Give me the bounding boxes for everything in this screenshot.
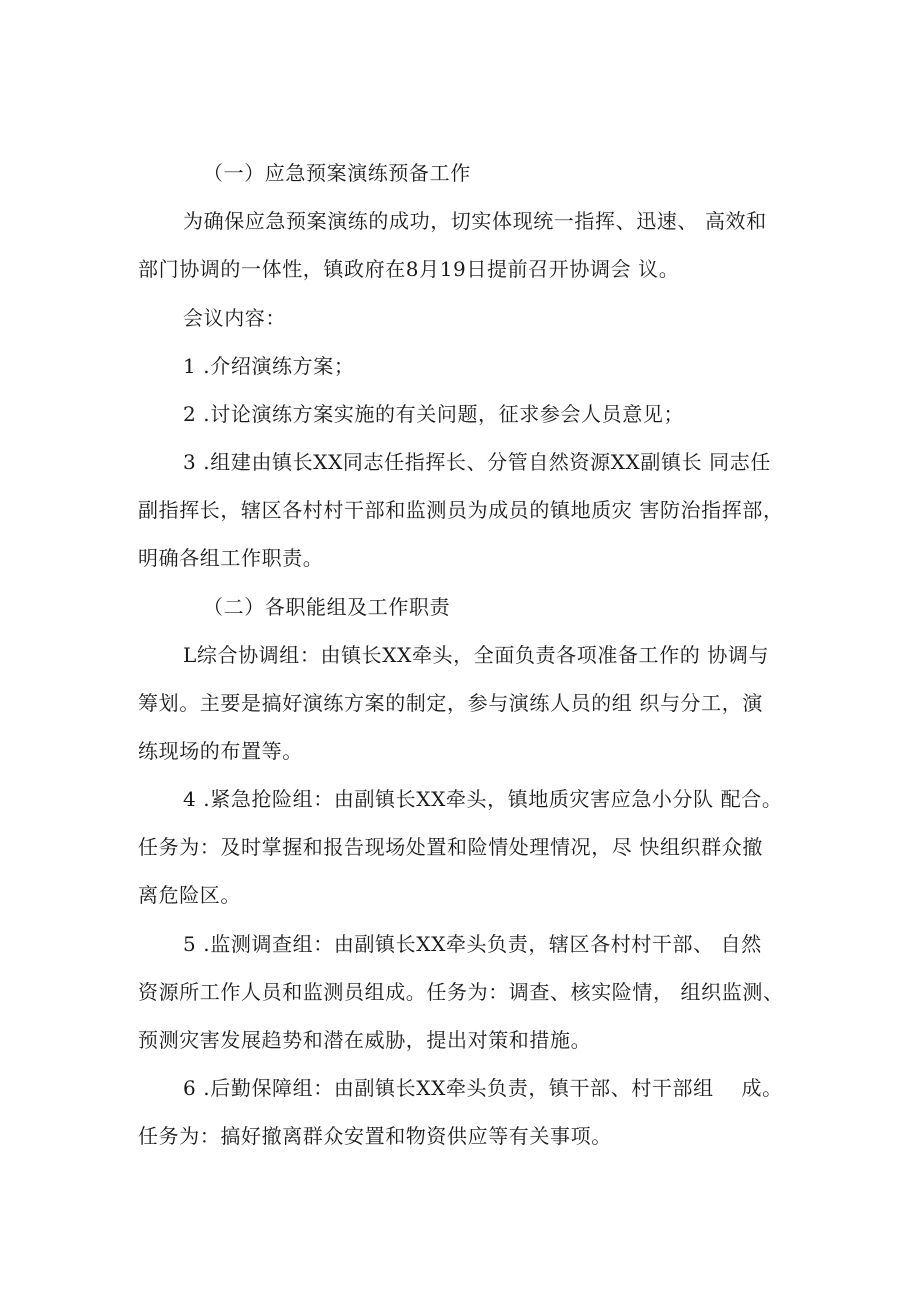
group-4-line-3: 离危险区。 [138,883,241,907]
group-5-line-3: 预测灾害发展趋势和潜在威胁，提出对策和措施。 [138,1028,592,1052]
meeting-content-label: 会议内容： [183,306,286,330]
meeting-item-3-line-3: 明确各组工作职责。 [138,546,324,570]
group-4-line-1: 4 .紧急抢险组：由副镇长XX牵头，镇地质灾害应急小分队 配合。 [183,787,783,811]
paragraph-1-line-2: 部门协调的一体性，镇政府在8月19日提前召开协调会 议。 [138,257,680,281]
meeting-item-2: 2 .讨论演练方案实施的有关问题，征求参会人员意见； [183,402,685,426]
group-4-line-2: 任务为：及时掌握和报告现场处置和险情处理情况，尽 快组织群众撤 [138,835,763,859]
section-heading-2: （二）各职能组及工作职责 [203,595,451,619]
group-6-line-2: 任务为：搞好撤离群众安置和物资供应等有关事项。 [138,1124,612,1148]
meeting-item-1: 1 .介绍演练方案； [183,354,355,378]
group-1-line-3: 练现场的布置等。 [138,739,303,763]
group-1-line-1: L综合协调组：由镇长XX牵头，全面负责各项准备工作的 协调与 [183,643,770,667]
group-6-line-1: 6 .后勤保障组：由副镇长XX牵头负责，镇干部、村干部组 成。 [183,1076,783,1100]
group-5-line-1: 5 .监测调查组：由副镇长XX牵头负责，辖区各村村干部、 自然 [183,932,762,956]
meeting-item-3-line-1: 3 .组建由镇长XX同志任指挥长、分管自然资源XX副镇长 同志任 [183,450,771,474]
group-1-line-2: 筹划。主要是搞好演练方案的制定，参与演练人员的组 织与分工，演 [138,691,763,715]
meeting-item-3-line-2: 副指挥长，辖区各村村干部和监测员为成员的镇地质灾 害防治指挥部， [138,498,784,522]
section-heading-1: （一）应急预案演练预备工作 [203,161,471,185]
paragraph-1-line-1: 为确保应急预案演练的成功，切实体现统一指挥、迅速、 高效和 [183,209,767,233]
group-5-line-2: 资源所工作人员和监测员组成。任务为：调查、核实险情， 组织监测、 [138,980,784,1004]
